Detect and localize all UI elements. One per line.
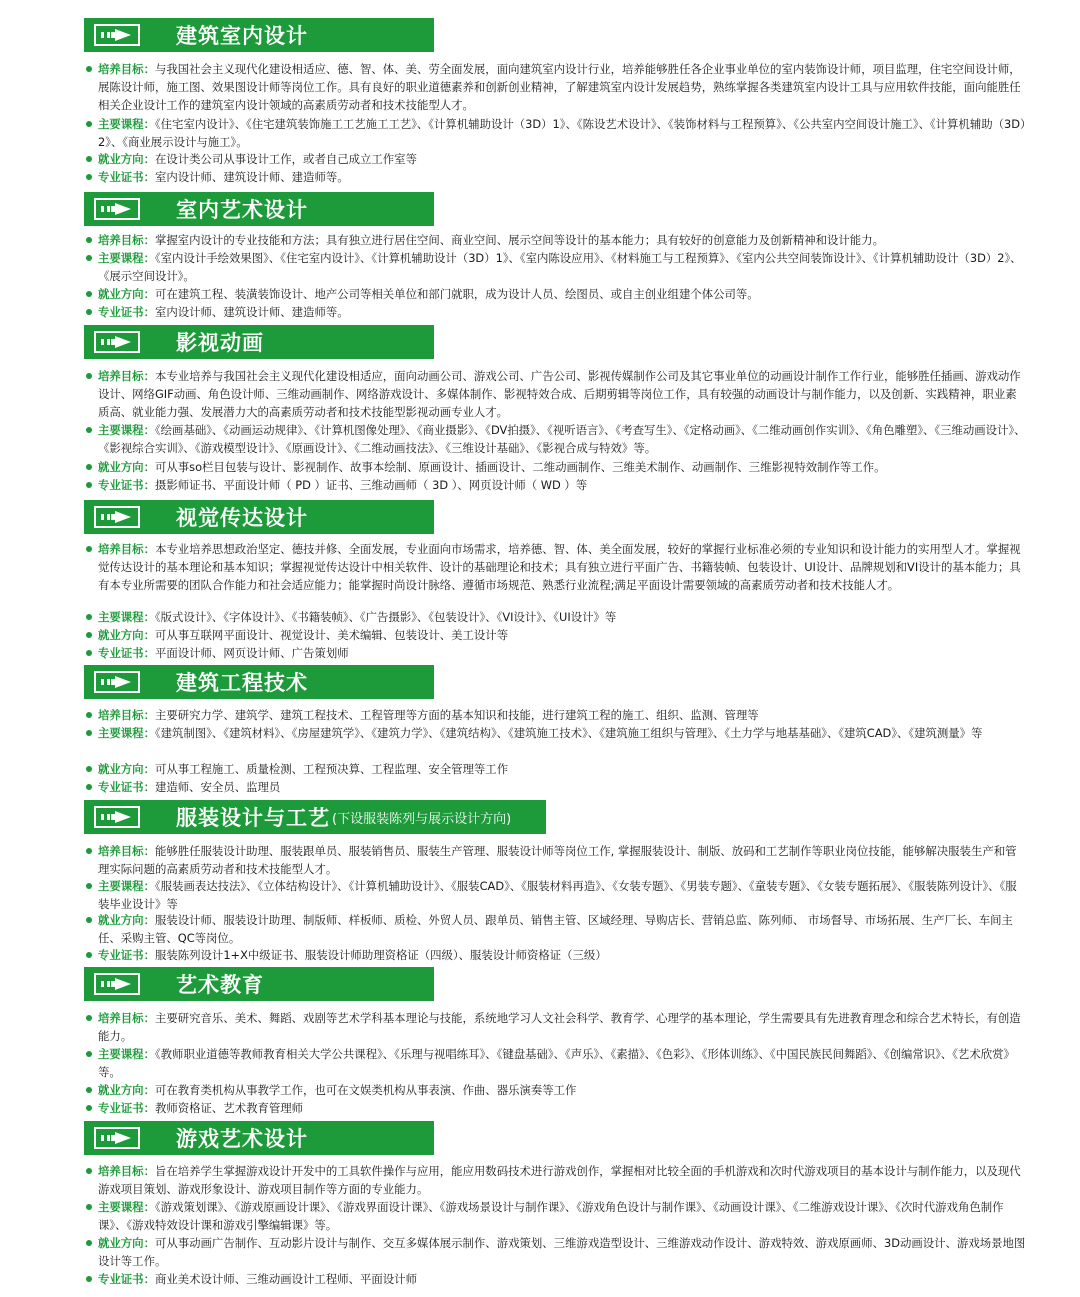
info-item	[86, 303, 1026, 321]
bullet-dot-icon	[86, 766, 92, 772]
bullet-dot-icon	[86, 309, 92, 315]
item-text: 《室内设计手绘效果图》、《住宅室内设计》、《计算机辅助设计（3D）1》、《室内陈设应用》、《材料施工与工程预算》、《室内公共空间装饰设计》、《计算机辅助设计（3D）2》、《展示空间设计》。	[98, 251, 1022, 283]
item-label: 就业方向：	[98, 1236, 155, 1250]
item-label: 培养目标：	[98, 708, 155, 722]
bullet-dot-icon	[86, 784, 92, 790]
item-text: 《版式设计》、《字体设计》、《书籍装帧》、《广告摄影》、《包装设计》、《VI设计》、《UI设计》等	[154, 610, 617, 624]
item-text: 本专业培养与我国社会主义现代化建设相适应，面向动画公司、游戏公司、广告公司、影视传媒制作公司及其它事业单位的动画设计制作工作行业，能够胜任插画、游戏动作设计、网络GIF动画、角色设计师、三维动画制作、网络游戏设计、多媒体制作、影视特效合成、后期剪辑等岗位工作，具有较强的动画设计与制作能力，以及创新、实践精神，职业素质高、就业能力强、发展潜力大的高素质劳动者和技术技能型影视动画专业人才。	[98, 369, 1021, 419]
info-item	[86, 168, 1026, 186]
item-label: 专业证书：	[98, 170, 155, 184]
bullet-dot-icon	[86, 614, 92, 620]
bullet-dot-icon	[86, 712, 92, 718]
item-label: 专业证书：	[98, 478, 155, 492]
info-item	[86, 626, 1026, 644]
info-item	[86, 877, 1026, 913]
bullet-dot-icon	[86, 1015, 92, 1021]
info-item	[86, 724, 1026, 742]
info-item	[86, 1234, 1026, 1270]
item-text: 服装陈列设计1+X中级证书、服装设计师助理资格证（四级）、服装设计师资格证（三级）	[154, 948, 607, 962]
item-text: 与我国社会主义现代化建设相适应、德、智、体、美、劳全面发展，面向建筑室内设计行业，培养能够胜任各企业事业单位的室内装饰设计师，项目监理，住宅空间设计师，展陈设计师，施工图、效果图设计师等岗位工作。具有良好的职业道德素养和创新创业精神，了解建筑室内设计发展趋势，熟练掌握各类建筑室内设计工具与应用软件技能，面向能胜任相关企业设计工作的建筑室内设计领域的高素质劳动者和技术技能型人才。	[98, 62, 1021, 112]
item-label: 培养目标：	[98, 844, 155, 858]
info-item	[86, 476, 1026, 494]
bullet-dot-icon	[86, 546, 92, 552]
item-text: 室内设计师、建筑设计师、建造师等。	[154, 170, 349, 184]
item-label: 培养目标：	[98, 542, 155, 556]
item-label: 培养目标：	[98, 1164, 155, 1178]
bullet-dot-icon	[86, 952, 92, 958]
arrow-right-icon	[84, 1121, 150, 1155]
bullet-dot-icon	[86, 848, 92, 854]
item-text: 主要研究音乐、美术、舞蹈、戏剧等艺术学科基本理论与技能，系统地学习人文社会科学、教育学、心理学的基本理论，学生需要具有先进教育理念和综合艺术特长，有创造能力。	[98, 1011, 1021, 1043]
info-item	[86, 249, 1026, 285]
item-text: 平面设计师、网页设计师、广告策划师	[154, 646, 349, 660]
section-banner	[84, 18, 434, 52]
bullet-dot-icon	[86, 156, 92, 162]
info-item	[86, 367, 1026, 421]
item-text: 主要研究力学、建筑学、建筑工程技术、工程管理等方面的基本知识和技能，进行建筑工程的施工、组织、监测、管理等	[154, 708, 759, 722]
bullet-dot-icon	[86, 1240, 92, 1246]
arrow-right-icon	[84, 192, 150, 226]
section-title: 服装设计与工艺	[176, 806, 330, 830]
info-item	[86, 608, 1026, 626]
info-item	[86, 946, 1026, 964]
info-item	[86, 1045, 1026, 1081]
item-text: 掌握室内设计的专业技能和方法；具有独立进行居住空间、商业空间、展示空间等设计的基本能力；具有较好的创意能力及创新精神和设计能力。	[154, 233, 884, 247]
item-text: 可从事so栏目包装与设计、影视制作、故事本绘制、原画设计、插画设计、二维动画制作、三维美术制作、动画制作、三维影视特效制作等工作。	[154, 460, 886, 474]
item-label: 就业方向：	[98, 913, 155, 927]
item-label: 主要课程：	[98, 117, 155, 131]
section-title: 影视动画	[176, 331, 264, 355]
info-item	[86, 706, 1026, 724]
info-item	[86, 644, 1026, 662]
bullet-dot-icon	[86, 650, 92, 656]
item-text: 在设计类公司从事设计工作，或者自己成立工作室等	[154, 152, 417, 166]
item-text: 可在建筑工程、装潢装饰设计、地产公司等相关单位和部门就职，成为设计人员、绘图员、或自主创业组建个体公司等。	[154, 287, 759, 301]
item-label: 就业方向：	[98, 762, 155, 776]
info-item	[86, 1009, 1026, 1045]
item-text: 可从事互联网平面设计、视觉设计、美术编辑、包装设计、美工设计等	[154, 628, 509, 642]
info-item	[86, 285, 1026, 303]
arrow-right-icon	[84, 500, 150, 534]
info-item	[86, 60, 1026, 114]
info-item	[86, 1162, 1026, 1198]
item-text: 《建筑制图》、《建筑材料》、《房屋建筑学》、《建筑力学》、《建筑结构》、《建筑施工技术》、《建筑施工组织与管理》、《土力学与地基基础》、《建筑CAD》、《建筑测量》等	[154, 726, 983, 740]
info-item	[86, 1081, 1026, 1099]
bullet-dot-icon	[86, 1276, 92, 1282]
arrow-right-icon	[84, 800, 150, 834]
info-item	[86, 760, 1026, 778]
bullet-dot-icon	[86, 482, 92, 488]
item-label: 就业方向：	[98, 628, 155, 642]
arrow-right-icon	[84, 18, 150, 52]
info-item	[86, 540, 1026, 594]
section-title: 建筑室内设计	[176, 24, 308, 48]
item-label: 主要课程：	[98, 1047, 155, 1061]
item-text: 《服装画表达技法》、《立体结构设计》、《计算机辅助设计》、《服装CAD》、《服装材料再造》、《女装专题》、《男装专题》、《童装专题》、《女装专题拓展》、《服装陈列设计》、《服装毕业设计》等	[98, 879, 1017, 911]
item-label: 培养目标：	[98, 233, 155, 247]
bullet-dot-icon	[86, 121, 92, 127]
info-item	[86, 231, 1026, 249]
item-text: 建造师、安全员、监理员	[154, 780, 281, 794]
bullet-dot-icon	[86, 1105, 92, 1111]
info-item	[86, 421, 1026, 457]
item-label: 主要课程：	[98, 879, 155, 893]
bullet-dot-icon	[86, 174, 92, 180]
item-label: 培养目标：	[98, 1011, 155, 1025]
item-text: 摄影师证书、平面设计师（ PD ）证书、三维动画师（ 3D ）、网页设计师（ WD ）等	[154, 478, 588, 492]
section-subtitle: (下设服装陈列与展示设计方向)	[332, 811, 512, 827]
section-banner	[84, 800, 546, 834]
section-title: 艺术教育	[176, 973, 264, 997]
section-banner	[84, 665, 434, 699]
item-text: 服装设计师、服装设计助理、制版师、样板师、质检、外贸人员、跟单员、销售主管、区域经理、导购店长、营销总监、陈列师、 市场督导、市场拓展、生产厂长、车间主任、采购主管、QC等岗位。	[98, 913, 1013, 945]
info-item	[86, 458, 1026, 476]
info-item	[86, 115, 1026, 151]
section-title: 游戏艺术设计	[176, 1127, 308, 1151]
bullet-dot-icon	[86, 883, 92, 889]
bullet-dot-icon	[86, 237, 92, 243]
item-text: 能够胜任服装设计助理、服装跟单员、服装销售员、服装生产管理、服装设计师等岗位工作, 掌握服装设计、制版、放码和工艺制作等职业岗位技能，能够解决服装生产和管理实际问题的高素质劳动者和技术技能型人才。	[98, 844, 1017, 876]
section-banner	[84, 1121, 434, 1155]
item-label: 专业证书：	[98, 780, 155, 794]
item-text: 《绘画基础》、《动画运动规律》、《计算机图像处理》、《商业摄影》、《DV拍摄》、《视听语言》、《考查写生》、《定格动画》、《二维动画创作实训》、《角色雕塑》、《三维动画设计》、《影视综合实训》、《游戏模型设计》、《原画设计》、《二维动画技法》、《三维设计基础》、《影视合成与特效》等。	[98, 423, 1026, 455]
item-label: 主要课程：	[98, 726, 155, 740]
section-banner	[84, 192, 434, 226]
bullet-dot-icon	[86, 632, 92, 638]
section-title: 建筑工程技术	[176, 671, 308, 695]
section-banner	[84, 967, 434, 1001]
item-text: 室内设计师、建筑设计师、建造师等。	[154, 305, 349, 319]
section-title: 室内艺术设计	[176, 198, 308, 222]
item-text: 《教师职业道德等教师教育相关大学公共课程》、《乐理与视唱练耳》、《键盘基础》、《声乐》、《素描》、《色彩》、《形体训练》、《中国民族民间舞蹈》、《创编常识》、《艺术欣赏》等。	[98, 1047, 1015, 1079]
section-banner	[84, 500, 434, 534]
item-text: 教师资格证、艺术教育管理师	[154, 1101, 304, 1115]
item-label: 就业方向：	[98, 152, 155, 166]
info-item	[86, 150, 1026, 168]
item-text: 可在教育类机构从事教学工作，也可在文娱类机构从事表演、作曲、器乐演奏等工作	[154, 1083, 577, 1097]
bullet-dot-icon	[86, 291, 92, 297]
info-item	[86, 778, 1026, 796]
item-text: 《游戏策划课》、《游戏原画设计课》、《游戏界面设计课》、《游戏场景设计与制作课》、《游戏角色设计与制作课》、《动画设计课》、《二维游戏设计课》、《次时代游戏角色制作课》、《游戏特效设计课和游戏引擎编辑课》等。	[98, 1200, 1004, 1232]
section-title: 视觉传达设计	[176, 506, 308, 530]
item-label: 培养目标：	[98, 62, 155, 76]
item-label: 培养目标：	[98, 369, 155, 383]
bullet-dot-icon	[86, 1168, 92, 1174]
item-label: 专业证书：	[98, 646, 155, 660]
item-label: 主要课程：	[98, 251, 155, 265]
item-label: 就业方向：	[98, 1083, 155, 1097]
arrow-right-icon	[84, 665, 150, 699]
item-label: 专业证书：	[98, 1272, 155, 1286]
item-text: 可从事动画广告制作、互动影片设计与制作、交互多媒体展示制作、游戏策划、三维游戏造型设计、三维游戏动作设计、游戏特效、游戏原画师、3D动画设计、游戏场景地图设计等工作。	[98, 1236, 1026, 1268]
bullet-dot-icon	[86, 255, 92, 261]
info-item	[86, 1198, 1026, 1234]
item-label: 就业方向：	[98, 460, 155, 474]
bullet-dot-icon	[86, 1051, 92, 1057]
info-item	[86, 1270, 1026, 1288]
bullet-dot-icon	[86, 1087, 92, 1093]
item-text: 旨在培养学生掌握游戏设计开发中的工具软件操作与应用，能应用数码技术进行游戏创作，掌握相对比较全面的手机游戏和次时代游戏项目的基本设计与制作能力，以及现代游戏项目策划、游戏形象设计、游戏项目制作等方面的专业能力。	[98, 1164, 1021, 1196]
item-label: 主要课程：	[98, 1200, 155, 1214]
info-item	[86, 911, 1026, 947]
bullet-dot-icon	[86, 464, 92, 470]
info-item	[86, 1099, 1026, 1117]
bullet-dot-icon	[86, 917, 92, 923]
item-label: 主要课程：	[98, 423, 155, 437]
arrow-right-icon	[84, 325, 150, 359]
bullet-dot-icon	[86, 1204, 92, 1210]
item-label: 专业证书：	[98, 948, 155, 962]
arrow-right-icon	[84, 967, 150, 1001]
item-text: 《住宅室内设计》、《住宅建筑装饰施工工艺施工工艺》、《计算机辅助设计（3D）1》、《陈设艺术设计》、《装饰材料与工程预算》、《公共室内空间设计施工》、《计算机辅助（3D）2》、《商业展示设计与施工》。	[98, 117, 1026, 149]
item-label: 就业方向：	[98, 287, 155, 301]
bullet-dot-icon	[86, 373, 92, 379]
item-label: 专业证书：	[98, 305, 155, 319]
item-text: 商业美术设计师、三维动画设计工程师、平面设计师	[154, 1272, 417, 1286]
item-text: 本专业培养思想政治坚定、德技并修、全面发展，专业面向市场需求，培养德、智、体、美全面发展，较好的掌握行业标准必须的专业知识和设计能力的实用型人才。掌握视觉传达设计的基本理论和基本知识；掌握视觉传达设计中相关软件、设计的基础理论和技术；具有独立进行平面广告、书籍装帧、包装设计、UI设计、品牌规划和VI设计的基本能力；具有本专业所需要的团队合作能力和社会适应能力；能掌握时尚设计脉络、遵循市场规范、熟悉行业流程;满足平面设计需要领域的高素质劳动者和技术技能人才。	[98, 542, 1021, 592]
bullet-dot-icon	[86, 730, 92, 736]
section-banner	[84, 325, 434, 359]
bullet-dot-icon	[86, 427, 92, 433]
item-text: 可从事工程施工、质量检测、工程预决算、工程监理、安全管理等工作	[154, 762, 509, 776]
info-item	[86, 842, 1026, 878]
item-label: 主要课程：	[98, 610, 155, 624]
item-label: 专业证书：	[98, 1101, 155, 1115]
bullet-dot-icon	[86, 66, 92, 72]
